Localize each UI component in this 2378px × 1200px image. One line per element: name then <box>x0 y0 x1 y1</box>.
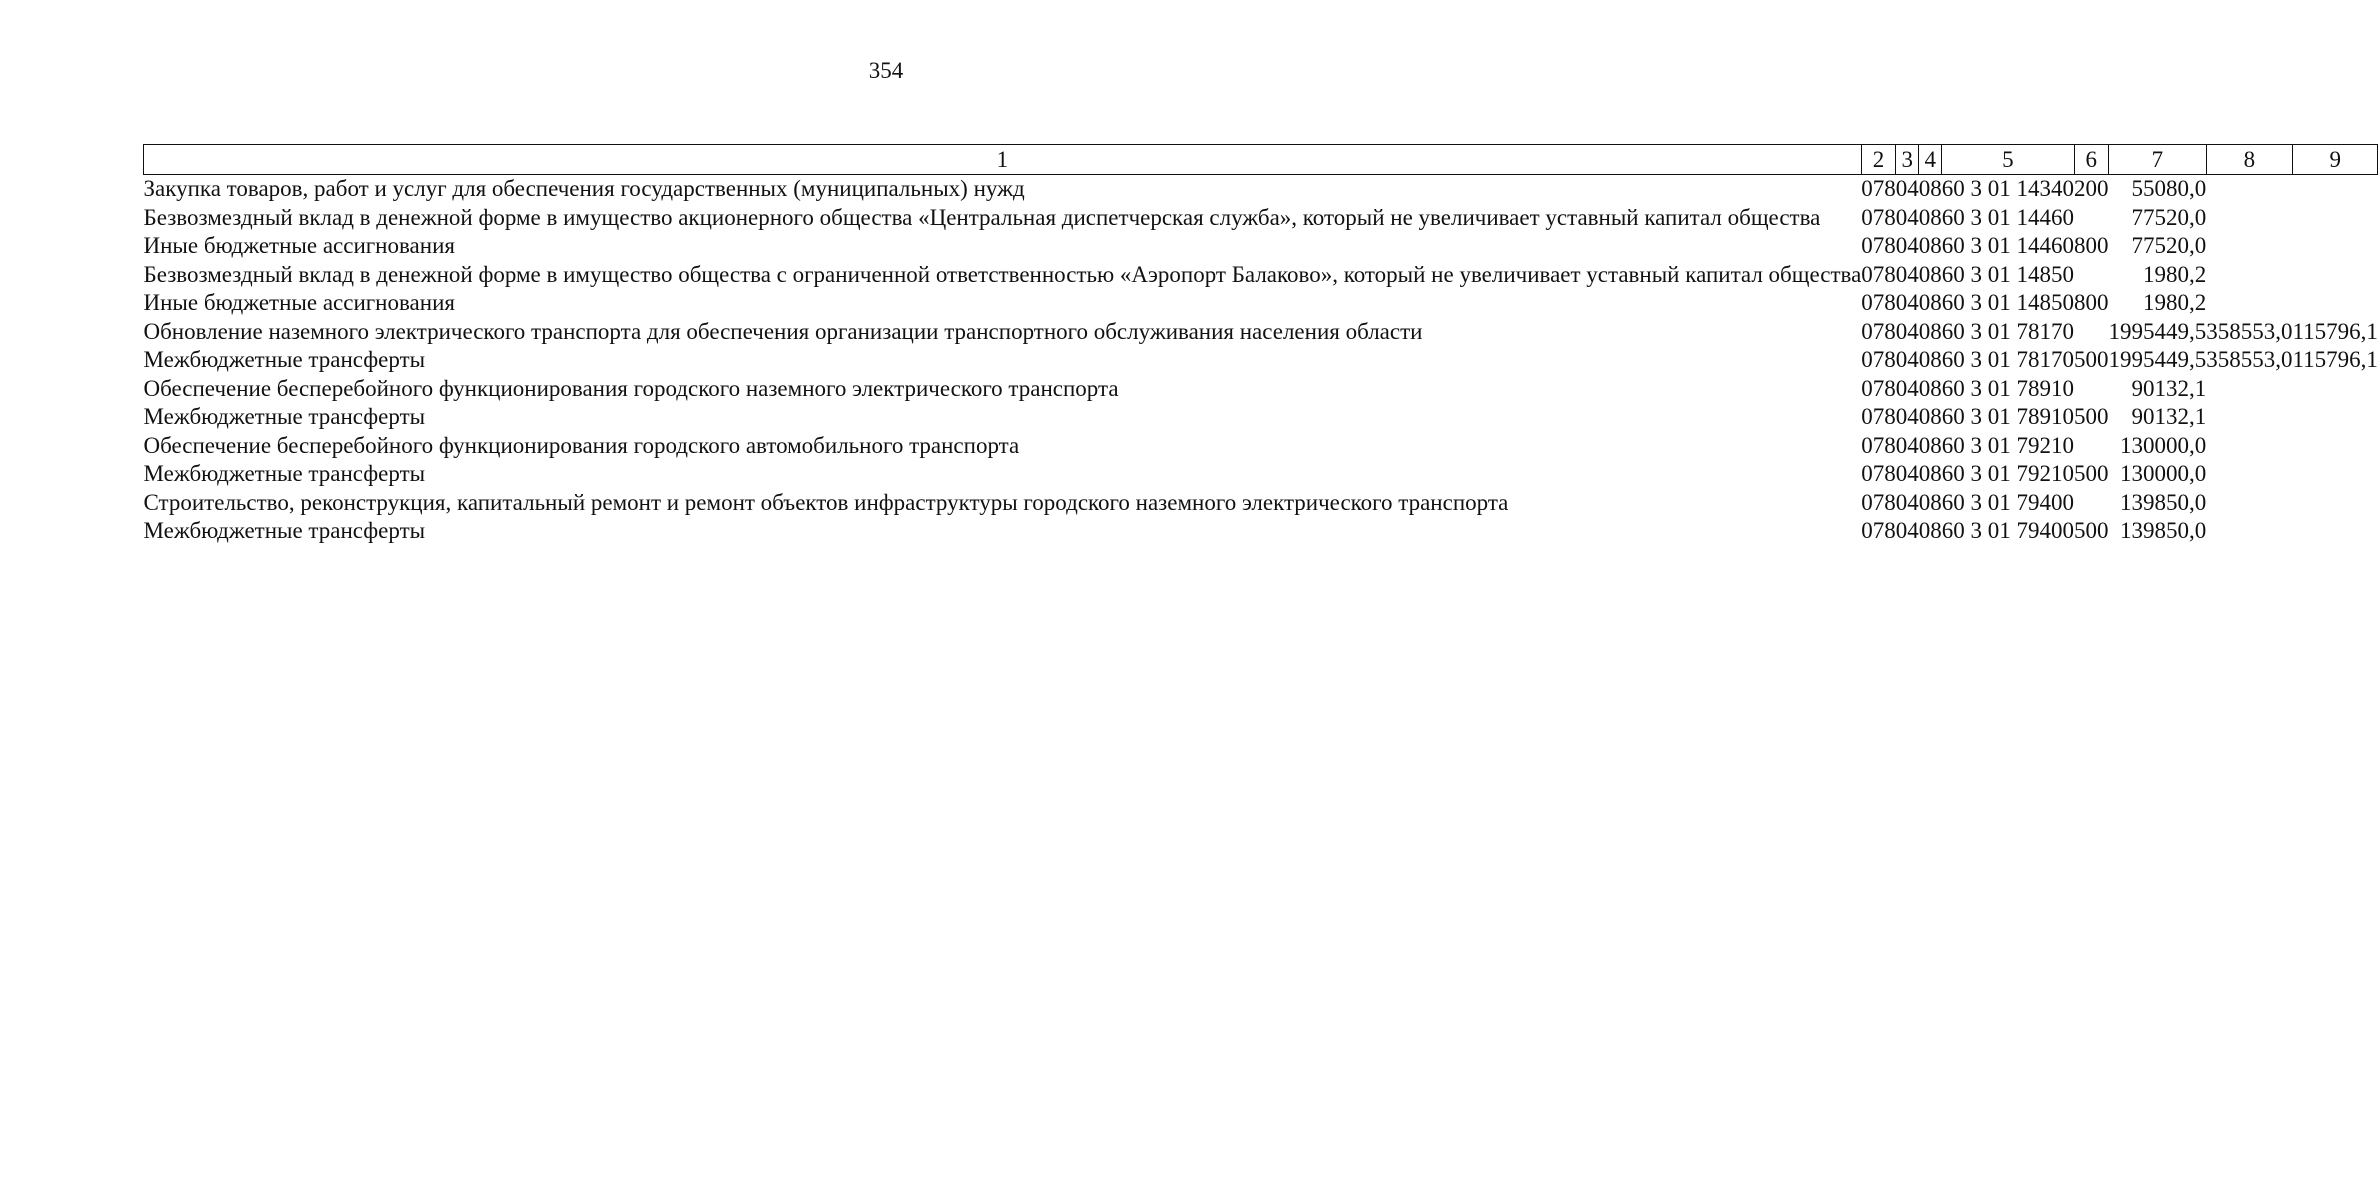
section-cell: 04 <box>1895 347 1919 372</box>
header-row <box>144 145 2378 175</box>
amount-col7-cell: 139850,0 <box>2120 489 2207 515</box>
item-name-cell: Межбюджетные трансферты <box>143 404 426 429</box>
table-row <box>144 318 2378 347</box>
target-article-cell: 60 3 01 78910 <box>1941 375 2075 401</box>
amount-col7-cell: 1995449,5 <box>2108 347 2207 372</box>
amount-col8-cell <box>2206 261 2292 290</box>
amount-col9-cell <box>2293 432 2378 461</box>
subsection-cell: 08 <box>1918 518 1942 543</box>
expense-type-cell <box>2074 261 2109 290</box>
admin-code-cell: 078 <box>1861 347 1896 372</box>
admin-code-cell: 078 <box>1861 404 1896 429</box>
expense-type-cell: 500 <box>2074 347 2109 372</box>
item-name-cell: Строительство, реконструкция, капитальный ремонт и ремонт объектов инфраструктуры городского наземного электрического транспорта <box>143 489 1509 515</box>
column-header-4: 4 <box>1919 145 1942 175</box>
section-cell: 04 <box>1895 489 1919 515</box>
target-article-cell: 60 3 01 78170 <box>1941 347 2075 372</box>
amount-col8-cell <box>2206 432 2292 461</box>
column-header-3: 3 <box>1896 145 1919 175</box>
expense-type-cell: 500 <box>2074 518 2109 543</box>
amount-col8-cell: 358553,0 <box>2206 347 2293 372</box>
table-header <box>144 145 2378 175</box>
amount-col9-cell <box>2293 232 2378 261</box>
admin-code-cell: 078 <box>1861 261 1896 287</box>
budget-table <box>143 144 2378 546</box>
amount-col8-cell <box>2206 403 2292 432</box>
column-header-8: 8 <box>2206 145 2292 175</box>
table-row <box>144 289 2378 318</box>
subsection-cell: 08 <box>1918 176 1942 201</box>
target-article-cell: 60 3 01 14340 <box>1941 176 2075 201</box>
expense-type-cell: 800 <box>2074 233 2109 258</box>
table-row <box>144 432 2378 461</box>
item-name-cell: Иные бюджетные ассигнования <box>143 290 455 315</box>
target-article-cell: 60 3 01 14460 <box>1941 204 2075 230</box>
amount-col9-cell <box>2293 204 2378 233</box>
expense-type-cell <box>2074 318 2109 347</box>
target-article-cell: 60 3 01 14850 <box>1941 290 2075 315</box>
amount-col8-cell <box>2206 232 2292 261</box>
admin-code-cell: 078 <box>1861 233 1896 258</box>
amount-col7-cell: 1980,2 <box>2143 290 2207 315</box>
table-row <box>144 460 2378 489</box>
amount-col9-cell <box>2293 261 2378 290</box>
item-name-cell: Обеспечение бесперебойного функционирования городского наземного электрического транспорта <box>143 375 1119 401</box>
section-cell: 04 <box>1895 233 1919 258</box>
table-row <box>144 204 2378 233</box>
admin-code-cell: 078 <box>1861 432 1896 458</box>
subsection-cell: 08 <box>1918 204 1942 230</box>
subsection-cell: 08 <box>1918 347 1942 372</box>
table-row <box>144 261 2378 290</box>
item-name-cell: Безвозмездный вклад в денежной форме в имущество общества с ограниченной ответственностью «Аэропорт Балаково», который не увеличивает уставный капитал общества <box>143 261 1862 287</box>
section-cell: 04 <box>1895 404 1919 429</box>
amount-col7-cell: 90132,1 <box>2131 404 2207 429</box>
expense-type-cell: 500 <box>2074 461 2109 486</box>
section-cell: 04 <box>1895 461 1919 486</box>
table-row <box>144 232 2378 261</box>
admin-code-cell: 078 <box>1861 489 1896 515</box>
amount-col9-cell <box>2293 460 2378 489</box>
table-row <box>144 175 2378 204</box>
admin-code-cell: 078 <box>1861 518 1896 543</box>
amount-col8-cell <box>2206 175 2292 204</box>
section-cell: 04 <box>1895 318 1919 344</box>
amount-col8-cell <box>2206 489 2292 518</box>
subsection-cell: 08 <box>1918 375 1942 401</box>
admin-code-cell: 078 <box>1861 176 1896 201</box>
item-name-cell: Иные бюджетные ассигнования <box>143 233 455 258</box>
amount-col9-cell <box>2293 403 2378 432</box>
amount-col9-cell <box>2293 489 2378 518</box>
page-number: 354 <box>868 58 904 83</box>
amount-col7-cell: 130000,0 <box>2120 432 2207 458</box>
item-name-cell: Безвозмездный вклад в денежной форме в имущество акционерного общества «Центральная диспетчерская служба», который не увеличивает уставный капитал общества <box>143 204 1821 230</box>
admin-code-cell: 078 <box>1861 290 1896 315</box>
target-article-cell: 60 3 01 78910 <box>1941 404 2075 429</box>
target-article-cell: 60 3 01 78170 <box>1941 318 2075 344</box>
expense-type-cell <box>2074 489 2109 518</box>
amount-col9-cell <box>2293 375 2378 404</box>
amount-col7-cell: 77520,0 <box>2131 233 2207 258</box>
table-row <box>144 375 2378 404</box>
column-header-5: 5 <box>1942 145 2074 175</box>
target-article-cell: 60 3 01 79210 <box>1941 432 2075 458</box>
column-header-9: 9 <box>2293 145 2378 175</box>
amount-col9-cell <box>2293 289 2378 318</box>
item-name-cell: Межбюджетные трансферты <box>143 461 426 486</box>
section-cell: 04 <box>1895 432 1919 458</box>
expense-type-cell: 800 <box>2074 290 2109 315</box>
section-cell: 04 <box>1895 375 1919 401</box>
amount-col8-cell <box>2206 375 2292 404</box>
section-cell: 04 <box>1895 290 1919 315</box>
amount-col9-cell <box>2293 175 2378 204</box>
amount-col7-cell: 130000,0 <box>2120 461 2207 486</box>
section-cell: 04 <box>1895 176 1919 201</box>
item-name-cell: Обеспечение бесперебойного функционирования городского автомобильного транспорта <box>143 432 1020 458</box>
section-cell: 04 <box>1895 261 1919 287</box>
subsection-cell: 08 <box>1918 432 1942 458</box>
amount-col9-cell: 115796,1 <box>2292 318 2378 344</box>
target-article-cell: 60 3 01 79400 <box>1941 518 2075 543</box>
amount-col8-cell <box>2206 517 2292 546</box>
target-article-cell: 60 3 01 14850 <box>1941 261 2075 287</box>
item-name-cell: Закупка товаров, работ и услуг для обеспечения государственных (муниципальных) нужд <box>143 176 1025 201</box>
admin-code-cell: 078 <box>1861 461 1896 486</box>
subsection-cell: 08 <box>1918 233 1942 258</box>
amount-col7-cell: 77520,0 <box>2131 204 2207 230</box>
admin-code-cell: 078 <box>1861 204 1896 230</box>
target-article-cell: 60 3 01 79210 <box>1941 461 2075 486</box>
target-article-cell: 60 3 01 79400 <box>1941 489 2075 515</box>
amount-col7-cell: 1995449,5 <box>2108 318 2207 344</box>
table-row <box>144 346 2378 375</box>
item-name-cell: Межбюджетные трансферты <box>143 347 426 372</box>
amount-col8-cell <box>2206 289 2292 318</box>
table-row <box>144 489 2378 518</box>
section-cell: 04 <box>1895 518 1919 543</box>
subsection-cell: 08 <box>1918 404 1942 429</box>
expense-type-cell <box>2074 432 2109 461</box>
amount-col7-cell: 139850,0 <box>2120 518 2207 543</box>
amount-col8-cell <box>2206 460 2292 489</box>
subsection-cell: 08 <box>1918 261 1942 287</box>
column-header-7: 7 <box>2109 145 2207 175</box>
column-header-6: 6 <box>2074 145 2109 175</box>
item-name-cell: Обновление наземного электрического транспорта для обеспечения организации транспортного обслуживания населения области <box>143 318 1423 344</box>
amount-col7-cell: 55080,0 <box>2131 176 2207 201</box>
table-row <box>144 517 2378 546</box>
expense-type-cell: 500 <box>2074 404 2109 429</box>
amount-col9-cell: 115796,1 <box>2292 347 2378 372</box>
section-cell: 04 <box>1895 204 1919 230</box>
column-header-2: 2 <box>1861 145 1896 175</box>
amount-col7-cell: 90132,1 <box>2131 375 2207 401</box>
target-article-cell: 60 3 01 14460 <box>1941 233 2075 258</box>
expense-type-cell <box>2074 204 2109 233</box>
table-row <box>144 403 2378 432</box>
admin-code-cell: 078 <box>1861 375 1896 401</box>
amount-col8-cell: 358553,0 <box>2206 318 2293 344</box>
table-body <box>144 175 2378 546</box>
subsection-cell: 08 <box>1918 489 1942 515</box>
expense-type-cell: 200 <box>2074 176 2109 201</box>
column-header-1: 1 <box>144 145 1862 175</box>
item-name-cell: Межбюджетные трансферты <box>143 518 426 543</box>
expense-type-cell <box>2074 375 2109 404</box>
subsection-cell: 08 <box>1918 290 1942 315</box>
amount-col8-cell <box>2206 204 2292 233</box>
subsection-cell: 08 <box>1918 461 1942 486</box>
amount-col9-cell <box>2293 517 2378 546</box>
admin-code-cell: 078 <box>1861 318 1896 344</box>
subsection-cell: 08 <box>1918 318 1942 344</box>
amount-col7-cell: 1980,2 <box>2143 261 2207 287</box>
